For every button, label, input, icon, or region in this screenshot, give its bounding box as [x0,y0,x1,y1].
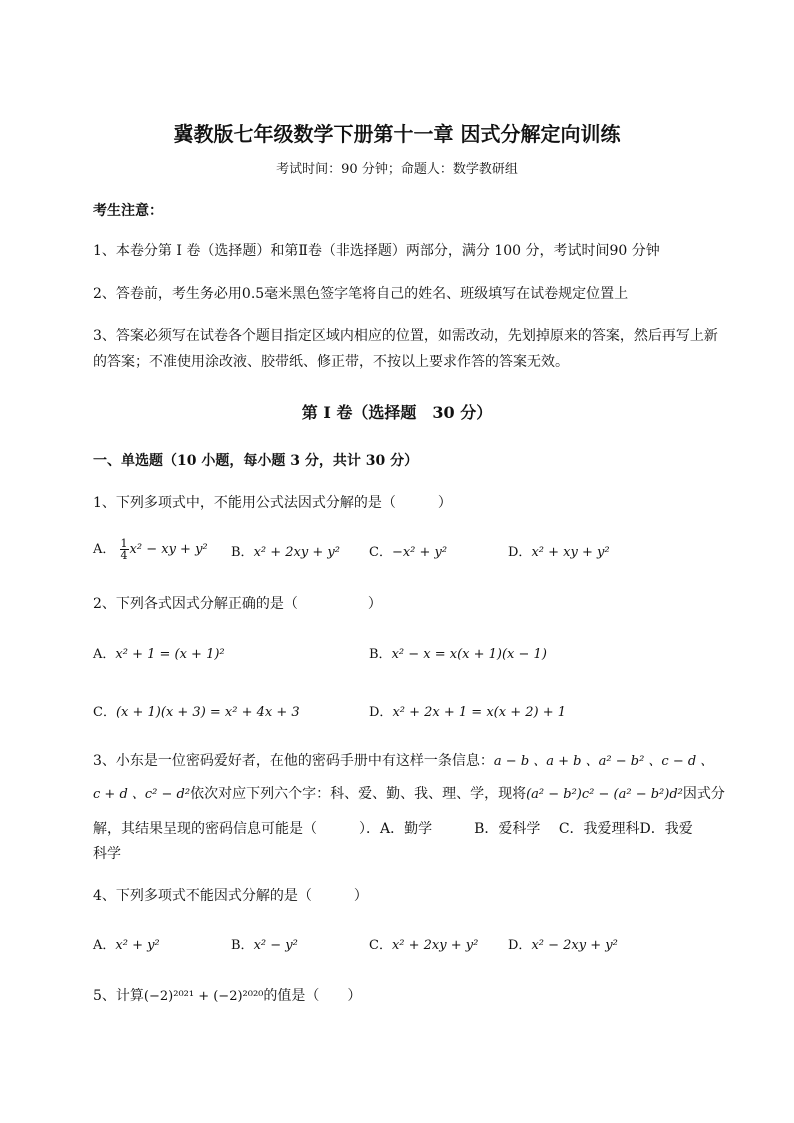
option-expression: −x² + y² [391,545,448,560]
question-3-line4: 科学 [93,846,121,862]
notice-item-3-line2: 的答案；不准使用涂改液、胶带纸、修正带，不按以上要求作答的答案无效。 [93,354,569,370]
notice-item-2: 2、答卷前，考生务必用0.5毫米黑色签字笔将自己的姓名、班级填写在试卷规定位置上 [93,286,629,302]
question-3-line3: 解，其结果呈现的密码信息可能是（ ）．A．勤学 B．爱科学 C．我爱理科D．我爱 [93,821,693,837]
option-label: C． [369,545,392,560]
question-4-stem: 4、下列多项式不能因式分解的是（ ） [93,888,368,904]
option-expression: x² + 2xy + y² [253,545,340,560]
question-3-text: 依次对应下列六个字：科、爱、勤、我、理、学，现将 [190,786,527,802]
option-expression: x² − xy + y² [129,542,208,557]
option-expression: x² − x = x(x + 1)(x − 1) [391,647,547,662]
notice-item-3-line1: 3、答案必须写在试卷各个题目指定区域内相应的位置，如需改动，先划掉原来的答案，然后再写上新 [93,328,718,344]
question-5-stem [93,985,361,1005]
question-5-text: 的值是（ ） [263,988,362,1004]
question-2-option-d[interactable] [369,701,566,720]
option-label: D． [508,545,532,560]
fraction [120,538,129,561]
exam-subtitle: 考试时间：90 分钟；命题人：数学教研组 [276,162,518,177]
question-4-option-c[interactable] [369,934,478,953]
question-2-stem: 2、下列各式因式分解正确的是（ ） [93,596,382,612]
option-expression: (x + 1)(x + 3) = x² + 4x + 3 [115,705,300,720]
option-expression: x² − y² [253,938,298,953]
page-title: 冀教版七年级数学下册第十一章 因式分解定向训练 [173,122,621,146]
question-4-option-b[interactable] [231,934,298,953]
fraction-numerator: 1 [120,537,128,550]
math-expression: c + d 、c² − d² [93,787,191,802]
question-1-option-b[interactable] [231,541,340,560]
question-3-text: 因式分 [682,786,725,802]
option-label: B． [231,938,254,953]
question-1-option-a[interactable] [93,538,208,561]
question-4-option-a[interactable] [93,934,160,953]
notice-item-1: 1、本卷分第 I 卷（选择题）和第Ⅱ卷（非选择题）两部分，满分 100 分，考试时间90 分钟 [93,243,660,259]
option-expression: x² + 2x + 1 = x(x + 2) + 1 [392,705,566,720]
option-expression: x² + 1 = (x + 1)² [115,647,225,662]
option-label: A． [93,938,116,953]
option-label: A． [93,542,116,557]
question-3-line2 [93,783,725,803]
part-heading: 一、单选题（10 小题，每小题 3 分，共计 30 分） [93,453,419,469]
notice-heading: 考生注意： [93,203,163,219]
option-expression: x² + y² [115,938,160,953]
question-5-text: 5、计算 [93,988,144,1004]
option-expression: x² − 2xy + y² [531,938,618,953]
question-1-option-c[interactable] [369,541,447,560]
option-expression: x² + 2xy + y² [391,938,479,953]
option-label: B． [369,647,392,662]
question-4-option-d[interactable] [508,934,618,953]
option-label: D． [369,705,393,720]
fraction-denominator: 4 [120,549,128,562]
question-2-option-a[interactable] [93,643,225,662]
question-1-stem: 1、下列多项式中，不能用公式法因式分解的是（ ） [93,495,452,511]
option-label: C． [93,705,116,720]
question-3-line1 [93,750,713,770]
question-1-option-d[interactable] [508,541,610,560]
question-3-text: 3、小东是一位密码爱好者，在他的密码手册中有这样一条信息： [93,753,494,769]
option-label: B． [231,545,254,560]
option-label: D． [508,938,532,953]
section-title: 第 I 卷（选择题 30 分） [301,403,493,422]
option-label: C． [369,938,392,953]
math-expression: (a² − b²)c² − (a² − b²)d² [526,787,683,802]
option-expression: x² + xy + y² [531,545,610,560]
math-expression: a − b 、a + b 、a² − b² 、c − d 、 [493,754,714,769]
question-2-option-b[interactable] [369,643,547,662]
math-expression: (−2)²⁰²¹ + (−2)²⁰²⁰ [143,989,264,1004]
option-label: A． [93,647,116,662]
question-2-option-c[interactable] [93,701,300,720]
